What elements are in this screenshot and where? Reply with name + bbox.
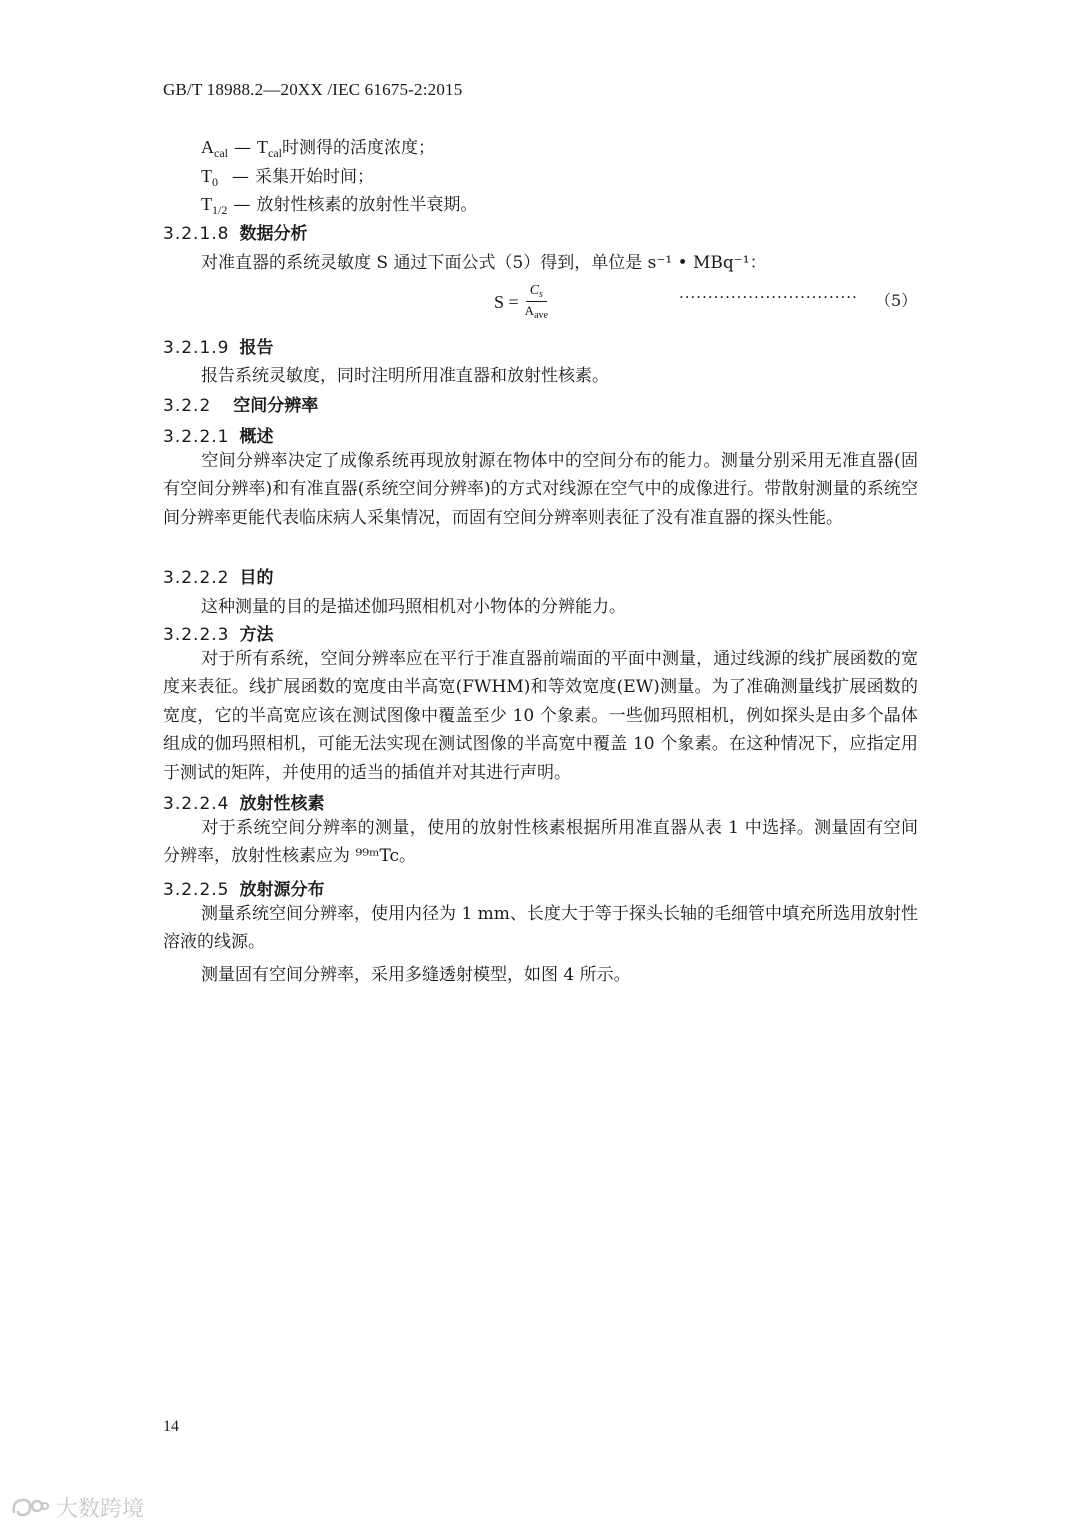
standard-header: GB/T 18988.2—20XX /IEC 61675-2:2015 <box>163 80 463 99</box>
dash: — <box>234 138 251 158</box>
formula-denominator: $A_{ave}$ <box>524 303 548 321</box>
watermark-text: 大数跨境 <box>56 1497 145 1522</box>
definition-text: 采集开始时间； <box>255 167 374 187</box>
section-heading-3218: 3.2.1.8 数据分析 <box>163 224 308 244</box>
section-body-3218: 对准直器的系统灵敏度 S 通过下面公式（5）得到，单位是 s⁻¹ • MBq⁻¹： <box>201 253 767 273</box>
section-heading-322: 3.2.2 空间分辨率 <box>163 396 319 416</box>
watermark <box>10 1492 144 1523</box>
section-body-3222: 这种测量的目的是描述伽玛照相机对小物体的分辨能力。 <box>201 597 626 617</box>
section-body-3221: 空间分辨率决定了成像系统再现放射源在物体中的空间分布的能力。测量分别采用无准直器(固有空间分辨率)和有准直器(系统空间分辨率)的方式对线源在空气中的成像进行。带散射测量的系统空间分辨率更能代表临床病人采集情况，而固有空间分辨率则表征了没有准直器的探头性能。 <box>163 451 918 528</box>
equation-number: （5） <box>875 291 918 310</box>
page-number: 14 <box>163 1418 179 1435</box>
watermark-logo-icon <box>10 1495 50 1521</box>
dash: — <box>232 167 249 187</box>
formula-leader-dots: ······························· <box>679 288 858 306</box>
definition-t-half <box>201 190 477 218</box>
section-heading-3223: 3.2.2.3 方法 <box>163 625 274 645</box>
symbol: $A_{cal}$ <box>201 137 228 160</box>
definition-text: 时测得的活度浓度； <box>282 138 435 158</box>
section-heading-3225: 3.2.2.5 放射源分布 <box>163 880 325 900</box>
formula-lhs: S = <box>494 291 519 312</box>
definition-text: 放射性核素的放射性半衰期。 <box>256 195 478 215</box>
section-body-3225-2: 测量固有空间分辨率，采用多缝透射模型，如图 4 所示。 <box>201 965 631 985</box>
definition-a-cal <box>201 133 435 161</box>
section-heading-3221: 3.2.2.1 概述 <box>163 427 274 447</box>
definition-t0 <box>201 162 374 190</box>
section-heading-3222: 3.2.2.2 目的 <box>163 568 274 588</box>
section-body-3219: 报告系统灵敏度，同时注明所用准直器和放射性核素。 <box>201 366 609 386</box>
formula-5 <box>494 283 548 321</box>
formula-fraction <box>525 283 548 321</box>
section-body-3224: 对于系统空间分辨率的测量，使用的放射性核素根据所用准直器从表 1 中选择。测量固有空间分辨率，放射性核素应为 ⁹⁹ᵐTc。 <box>163 818 918 867</box>
dash: — <box>233 195 251 215</box>
formula-numerator: $C_s$ <box>526 283 547 302</box>
section-heading-3224: 3.2.2.4 放射性核素 <box>163 794 325 814</box>
symbol: $T_{cal}$ <box>257 137 282 160</box>
symbol: $T_0$ <box>201 166 218 189</box>
section-body-3225: 测量系统空间分辨率，使用内径为 1 mm、长度大于等于探头长轴的毛细管中填充所选用放射性溶液的线源。 <box>163 904 918 953</box>
section-body-3223: 对于所有系统，空间分辨率应在平行于准直器前端面的平面中测量，通过线源的线扩展函数的宽度来表征。线扩展函数的宽度由半高宽(FWHM)和等效宽度(EW)测量。为了准确测量线扩展函数的宽度，它的半高宽应该在测试图像中覆盖至少 10 个象素。一些伽玛照相机，例如探头是由多个晶体组成的伽玛照相机，可能无法实现在测试图像的半高宽中覆盖 10 个象素。在这种情况下，应指定用于测试的矩阵，并使用的适当的插值并对其进行声明。 <box>163 649 918 783</box>
symbol: $T_{1/2}$ <box>201 194 228 217</box>
section-heading-3219: 3.2.1.9 报告 <box>163 338 274 358</box>
